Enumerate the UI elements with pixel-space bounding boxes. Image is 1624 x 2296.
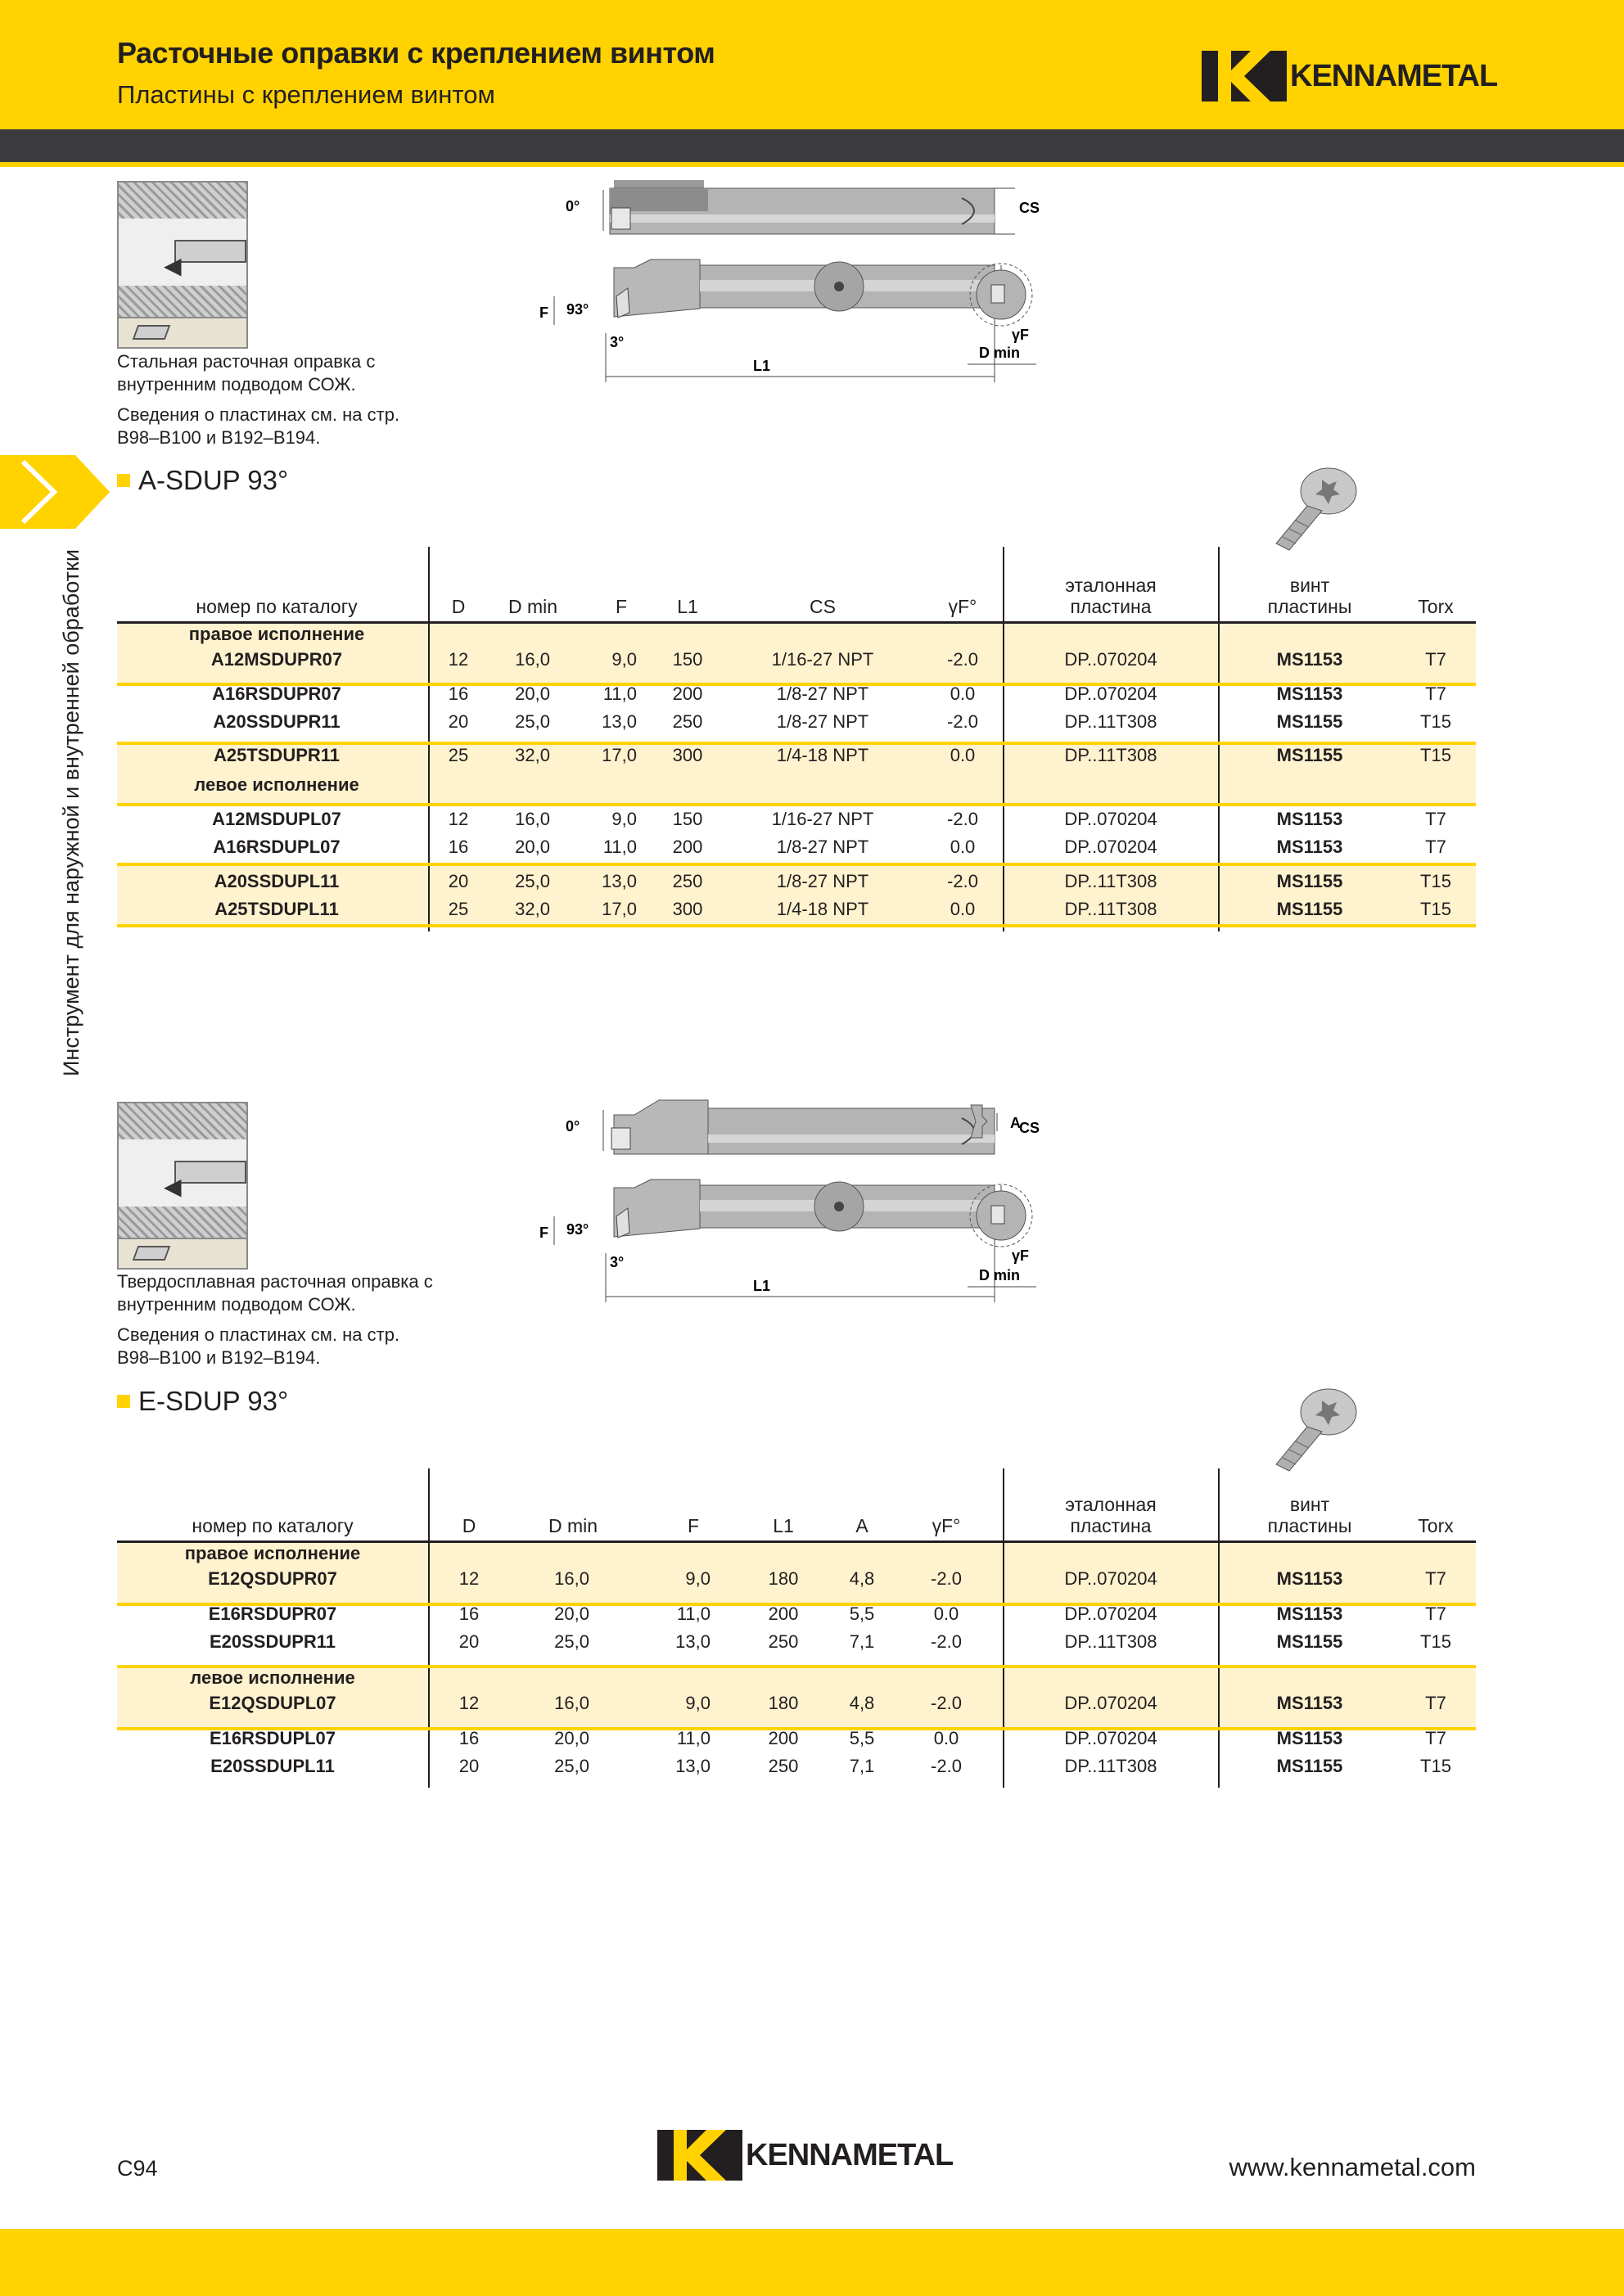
col-header-f: F xyxy=(687,1515,700,1536)
svg-text:CS: CS xyxy=(1019,1120,1040,1136)
cell-ins: DP..070204 xyxy=(1064,683,1157,704)
header-line xyxy=(0,162,1624,167)
cell-dmin: 25,0 xyxy=(515,871,550,891)
cell-gf: -2.0 xyxy=(931,1568,962,1589)
cell-f: 11,0 xyxy=(676,1604,710,1624)
bore-illustration-1: ◀ xyxy=(117,181,248,349)
group-label-right: правое исполнение xyxy=(184,1543,361,1563)
cell-f: 13,0 xyxy=(602,871,637,891)
cell-gf: -2.0 xyxy=(947,711,978,732)
cell-cs: 1/8-27 NPT xyxy=(776,871,869,891)
col-header-screw-2: пластины xyxy=(1267,1515,1352,1536)
cell-dmin: 25,0 xyxy=(515,711,550,732)
cell-cat: A20SSDUPL11 xyxy=(214,871,340,891)
cell-cat: E20SSDUPL11 xyxy=(210,1756,335,1776)
svg-text:3°: 3° xyxy=(610,334,625,350)
cell-f: 11,0 xyxy=(602,837,637,857)
col-header-a: A xyxy=(855,1515,868,1536)
cell-ins: DP..11T308 xyxy=(1064,1631,1157,1652)
e-sdup-table xyxy=(117,1468,1476,1788)
cell-a: 7,1 xyxy=(849,1756,875,1776)
footer-band xyxy=(0,2229,1624,2296)
cell-cat: E12QSDUPR07 xyxy=(208,1568,337,1589)
cell-scr: MS1153 xyxy=(1276,1728,1343,1748)
cell-d: 16 xyxy=(458,1728,480,1748)
cell-l1: 250 xyxy=(672,711,703,732)
cell-l1: 250 xyxy=(672,871,703,891)
svg-text:D min: D min xyxy=(979,345,1021,361)
cell-cat: A25TSDUPL11 xyxy=(214,899,339,919)
group-label-right: правое исполнение xyxy=(188,624,365,644)
label-cs: CS xyxy=(1019,200,1040,216)
cell-cat: E12QSDUPL07 xyxy=(209,1693,336,1713)
cell-gf: -2.0 xyxy=(931,1756,962,1776)
cell-cs: 1/4-18 NPT xyxy=(776,745,869,765)
cell-torx: T7 xyxy=(1425,1728,1446,1748)
cell-scr: MS1153 xyxy=(1276,649,1343,670)
page-header xyxy=(0,0,1624,129)
cell-cs: 1/16-27 NPT xyxy=(771,649,874,670)
cell-f: 9,0 xyxy=(611,809,637,829)
svg-text:0°: 0° xyxy=(566,1118,580,1134)
cell-scr: MS1155 xyxy=(1276,711,1343,732)
cell-ins: DP..070204 xyxy=(1064,1604,1157,1624)
svg-text:A: A xyxy=(1010,1115,1021,1131)
svg-text:3°: 3° xyxy=(610,1254,625,1270)
cell-torx: T7 xyxy=(1425,809,1446,829)
cell-dmin: 20,0 xyxy=(554,1728,589,1748)
cell-dmin: 20,0 xyxy=(515,683,550,704)
cell-cat: E20SSDUPR11 xyxy=(209,1631,336,1652)
page-title: Расточные оправки с креплением винтом xyxy=(117,36,715,70)
yellow-square-icon xyxy=(117,1395,130,1408)
cell-dmin: 32,0 xyxy=(515,745,550,765)
cell-a: 7,1 xyxy=(849,1631,875,1652)
header-band xyxy=(0,129,1624,162)
cell-gf: 0.0 xyxy=(933,1728,959,1748)
cell-cs: 1/16-27 NPT xyxy=(771,809,874,829)
kennametal-k-icon xyxy=(1202,51,1287,101)
cell-d: 12 xyxy=(448,809,469,829)
page-number: C94 xyxy=(117,2156,158,2181)
cell-ins: DP..11T308 xyxy=(1064,745,1157,765)
cell-a: 5,5 xyxy=(849,1604,875,1624)
svg-text:F: F xyxy=(539,304,548,321)
col-header-insert-2: пластина xyxy=(1070,1515,1152,1536)
cell-l1: 250 xyxy=(768,1756,799,1776)
col-header-cat: номер по каталогу xyxy=(192,1515,354,1536)
cell-f: 17,0 xyxy=(602,745,637,765)
end-view-diagram-1 xyxy=(964,258,1046,381)
cell-dmin: 20,0 xyxy=(554,1604,589,1624)
cell-ins: DP..070204 xyxy=(1064,1568,1157,1589)
cell-dmin: 25,0 xyxy=(554,1756,589,1776)
cell-torx: T15 xyxy=(1420,745,1451,765)
cell-dmin: 25,0 xyxy=(554,1631,589,1652)
cell-ins: DP..070204 xyxy=(1064,809,1157,829)
cell-d: 20 xyxy=(448,871,469,891)
cell-scr: MS1153 xyxy=(1276,1604,1343,1624)
cell-d: 12 xyxy=(458,1693,480,1713)
insert-ref-caption-2: Сведения о пластинах см. на стр. B98–B100 и B192–B194. xyxy=(117,1324,400,1368)
cell-torx: T15 xyxy=(1420,1756,1451,1776)
cell-a: 4,8 xyxy=(849,1693,875,1713)
cell-torx: T7 xyxy=(1425,1568,1446,1589)
kennametal-logo: KENNAMETAL xyxy=(1202,51,1497,101)
group-label-left: левое исполнение xyxy=(194,774,359,795)
svg-text:γF: γF xyxy=(1012,1247,1030,1264)
cell-d: 25 xyxy=(448,899,469,919)
svg-text:0°: 0° xyxy=(566,198,580,214)
cell-ins: DP..070204 xyxy=(1064,1728,1157,1748)
cell-dmin: 16,0 xyxy=(515,809,550,829)
cell-torx: T15 xyxy=(1420,711,1451,732)
cell-d: 20 xyxy=(458,1631,480,1652)
cell-ins: DP..070204 xyxy=(1064,837,1157,857)
cell-cat: A12MSDUPL07 xyxy=(212,809,341,829)
cell-cat: E16RSDUPR07 xyxy=(208,1604,337,1624)
col-header-screw-1: винт xyxy=(1289,575,1330,596)
cell-scr: MS1153 xyxy=(1276,1568,1343,1589)
cell-l1: 200 xyxy=(672,837,703,857)
col-header-screw-2: пластины xyxy=(1267,596,1352,617)
cell-torx: T7 xyxy=(1425,1693,1446,1713)
col-header-dmin: D min xyxy=(548,1515,598,1536)
svg-text:L1: L1 xyxy=(753,1278,771,1294)
cell-f: 13,0 xyxy=(675,1756,710,1776)
section-title-a-sdup: A-SDUP 93° xyxy=(117,465,288,496)
yellow-square-icon xyxy=(117,474,130,487)
col-header-insert-1: эталонная xyxy=(1065,575,1157,596)
col-header-d: D xyxy=(462,1515,476,1536)
col-header-insert-1: эталонная xyxy=(1065,1494,1157,1515)
cell-f: 11,0 xyxy=(676,1728,710,1748)
side-vertical-text: Инструмент для наружной и внутренней обработки xyxy=(59,549,83,1076)
cell-torx: T7 xyxy=(1425,837,1446,857)
cell-d: 25 xyxy=(448,745,469,765)
cell-f: 9,0 xyxy=(685,1568,710,1589)
cell-torx: T7 xyxy=(1425,683,1446,704)
insert-ref-caption-1: Сведения о пластинах см. на стр. B98–B100 и B192–B194. xyxy=(117,404,400,448)
svg-text:D min: D min xyxy=(979,1267,1021,1283)
cell-d: 12 xyxy=(458,1568,480,1589)
cell-torx: T15 xyxy=(1420,899,1451,919)
col-header-torx: Torx xyxy=(1418,1515,1454,1536)
tool-caption-2: Твердосплавная расточная оправка с внутренним подводом СОЖ. xyxy=(117,1271,433,1315)
col-header-gf: γF° xyxy=(932,1515,961,1536)
cell-scr: MS1153 xyxy=(1276,683,1343,704)
cell-scr: MS1153 xyxy=(1276,837,1343,857)
cell-gf: -2.0 xyxy=(947,809,978,829)
cell-cs: 1/8-27 NPT xyxy=(776,683,869,704)
cell-scr: MS1155 xyxy=(1276,745,1343,765)
cell-torx: T15 xyxy=(1420,1631,1451,1652)
cell-gf: -2.0 xyxy=(947,649,978,670)
col-header-screw-1: винт xyxy=(1289,1494,1330,1515)
cell-cs: 1/8-27 NPT xyxy=(776,711,869,732)
cell-cat: A16RSDUPR07 xyxy=(212,683,341,704)
side-arrow-icon xyxy=(0,455,115,529)
cell-ins: DP..070204 xyxy=(1064,649,1157,670)
col-header-l1: L1 xyxy=(677,596,698,617)
cell-d: 20 xyxy=(448,711,469,732)
cell-l1: 150 xyxy=(672,649,703,670)
cell-dmin: 16,0 xyxy=(554,1693,589,1713)
svg-text:L1: L1 xyxy=(753,358,771,374)
bore-illustration-2: ◀ xyxy=(117,1102,248,1270)
cell-f: 9,0 xyxy=(611,649,637,670)
kennametal-footer-logo: KENNAMETAL xyxy=(657,2130,953,2181)
cell-dmin: 16,0 xyxy=(515,649,550,670)
end-view-diagram-2 xyxy=(964,1097,1046,1301)
col-header-f: F xyxy=(615,596,628,617)
cell-dmin: 32,0 xyxy=(515,899,550,919)
screw-icon xyxy=(1265,1379,1371,1477)
col-header-l1: L1 xyxy=(773,1515,794,1536)
cell-cat: E16RSDUPL07 xyxy=(209,1728,336,1748)
cell-f: 9,0 xyxy=(685,1693,710,1713)
section-title-e-sdup: E-SDUP 93° xyxy=(117,1386,288,1417)
col-header-cs: CS xyxy=(810,596,836,617)
insert-icon xyxy=(133,1246,171,1261)
cell-scr: MS1153 xyxy=(1276,809,1343,829)
cell-scr: MS1155 xyxy=(1276,899,1343,919)
cell-cs: 1/4-18 NPT xyxy=(776,899,869,919)
cell-cat: A12MSDUPR07 xyxy=(210,649,343,670)
cell-torx: T7 xyxy=(1425,1604,1446,1624)
cell-torx: T15 xyxy=(1420,871,1451,891)
svg-text:F: F xyxy=(539,1225,548,1241)
cell-gf: 0.0 xyxy=(950,683,976,704)
page-subtitle: Пластины с креплением винтом xyxy=(117,80,495,109)
cell-torx: T7 xyxy=(1425,649,1446,670)
cell-ins: DP..11T308 xyxy=(1064,1756,1157,1776)
svg-text:γF: γF xyxy=(1012,327,1030,343)
cell-l1: 300 xyxy=(672,745,703,765)
col-header-dmin: D min xyxy=(508,596,558,617)
cell-gf: -2.0 xyxy=(931,1693,962,1713)
cell-d: 12 xyxy=(448,649,469,670)
cell-d: 16 xyxy=(448,683,469,704)
screw-icon xyxy=(1265,458,1371,557)
cell-cat: A20SSDUPR11 xyxy=(213,711,341,732)
cell-f: 13,0 xyxy=(602,711,637,732)
cell-l1: 180 xyxy=(768,1568,799,1589)
cell-dmin: 20,0 xyxy=(515,837,550,857)
cell-d: 16 xyxy=(458,1604,480,1624)
kennametal-k-icon xyxy=(657,2130,742,2181)
col-header-d: D xyxy=(451,596,466,617)
cell-ins: DP..11T308 xyxy=(1064,711,1157,732)
col-header-insert-2: пластина xyxy=(1070,596,1152,617)
cell-scr: MS1155 xyxy=(1276,871,1343,891)
cell-scr: MS1153 xyxy=(1276,1693,1343,1713)
cell-l1: 200 xyxy=(768,1604,799,1624)
cell-cat: A25TSDUPR11 xyxy=(213,745,341,765)
cell-gf: 0.0 xyxy=(950,899,976,919)
cell-gf: -2.0 xyxy=(931,1631,962,1652)
cell-a: 5,5 xyxy=(849,1728,875,1748)
a-sdup-table xyxy=(117,547,1476,931)
cell-ins: DP..070204 xyxy=(1064,1693,1157,1713)
cell-f: 17,0 xyxy=(602,899,637,919)
cell-gf: 0.0 xyxy=(950,837,976,857)
col-header-torx: Torx xyxy=(1418,596,1454,617)
cell-l1: 180 xyxy=(768,1693,799,1713)
cell-l1: 200 xyxy=(768,1728,799,1748)
tool-caption-1: Стальная расточная оправка с внутренним подводом СОЖ. xyxy=(117,351,376,395)
cell-f: 11,0 xyxy=(602,683,637,704)
cell-gf: 0.0 xyxy=(950,745,976,765)
cell-scr: MS1155 xyxy=(1276,1631,1343,1652)
cell-a: 4,8 xyxy=(849,1568,875,1589)
cell-cs: 1/8-27 NPT xyxy=(776,837,869,857)
cell-cat: A16RSDUPL07 xyxy=(213,837,341,857)
cell-l1: 150 xyxy=(672,809,703,829)
website-link[interactable]: www.kennametal.com xyxy=(1229,2153,1476,2181)
cell-ins: DP..11T308 xyxy=(1064,871,1157,891)
cell-d: 16 xyxy=(448,837,469,857)
cell-f: 13,0 xyxy=(675,1631,710,1652)
cell-gf: -2.0 xyxy=(947,871,978,891)
cell-d: 20 xyxy=(458,1756,480,1776)
cell-l1: 200 xyxy=(672,683,703,704)
col-header-gf: γF° xyxy=(948,596,977,617)
group-label-left: левое исполнение xyxy=(190,1667,355,1688)
cell-l1: 250 xyxy=(768,1631,799,1652)
cell-gf: 0.0 xyxy=(933,1604,959,1624)
insert-icon xyxy=(133,325,171,340)
svg-text:93°: 93° xyxy=(566,301,589,318)
cell-ins: DP..11T308 xyxy=(1064,899,1157,919)
cell-l1: 300 xyxy=(672,899,703,919)
cell-dmin: 16,0 xyxy=(554,1568,589,1589)
col-header-cat: номер по каталогу xyxy=(196,596,358,617)
svg-text:93°: 93° xyxy=(566,1221,589,1238)
cell-scr: MS1155 xyxy=(1276,1756,1343,1776)
